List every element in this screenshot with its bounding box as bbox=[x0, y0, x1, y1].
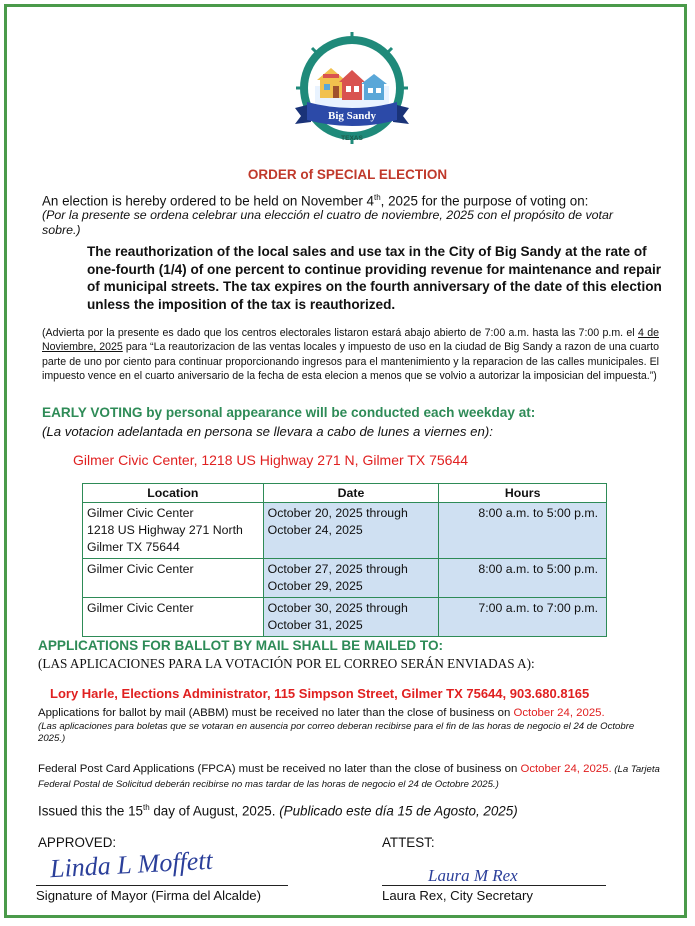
hours-cell: 8:00 a.m. to 5:00 p.m. bbox=[439, 559, 607, 598]
column-header-hours: Hours bbox=[439, 484, 607, 503]
location-cell: Gilmer Civic Center 1218 US Highway 271 North Gilmer TX 75644 bbox=[83, 503, 264, 559]
column-header-date: Date bbox=[263, 484, 439, 503]
mayor-signature: Linda L Moffett bbox=[49, 845, 214, 884]
hours-cell: 8:00 a.m. to 5:00 p.m. bbox=[439, 503, 607, 559]
mail-heading-spanish: (LAS APLICACIONES PARA LA VOTACIÓN POR EL CORREO SERÁN ENVIADAS A): bbox=[38, 656, 535, 671]
logo-banner bbox=[295, 102, 409, 142]
big-sandy-logo bbox=[293, 30, 411, 150]
early-voting-location: Gilmer Civic Center, 1218 US Highway 271 N, Gilmer TX 75644 bbox=[73, 452, 469, 468]
mayor-signature-line bbox=[36, 885, 288, 886]
location-cell: Gilmer Civic Center bbox=[83, 559, 264, 598]
date-cell: October 27, 2025 through October 29, 2025 bbox=[263, 559, 439, 598]
early-voting-heading: EARLY VOTING by personal appearance will be conducted each weekday at: bbox=[42, 405, 536, 420]
date-cell: October 20, 2025 through October 24, 2025 bbox=[263, 503, 439, 559]
early-voting-schedule-table bbox=[82, 483, 607, 637]
abbm-deadline-spanish: (Las aplicaciones para boletas que se votaran en ausencia por correo deberan recibirse para el fin de las horas de negocio el 24 de Octobre 2025.) bbox=[38, 721, 635, 744]
intro-english: An election is hereby ordered to be held on November 4th, 2025 for the purpose of voting on: bbox=[42, 193, 589, 209]
document-title: ORDER of SPECIAL ELECTION bbox=[247, 167, 448, 182]
approved-label: APPROVED: bbox=[38, 835, 117, 850]
intro-spanish: (Por la presente se ordena celebrar una elección el cuatro de noviembre, 2025 con el propósito de votar sobre.) bbox=[42, 208, 614, 237]
mail-heading: APPLICATIONS FOR BALLOT BY MAIL SHALL BE MAILED TO: bbox=[38, 638, 444, 653]
fpca-deadline: Federal Post Card Applications (FPCA) must be received no later than the close of business on October 24, 2025. (La Tarjeta Federal Postal de Solicitud deberán recibirse no mas tardar de las horas de negocio el 24 de Octobre 2025.) bbox=[38, 763, 660, 790]
logo-banner-text: Big Sandy bbox=[328, 110, 376, 122]
elections-administrator-line: Lory Harle, Elections Administrator, 115 Simpson Street, Gilmer TX 75644, 903.680.8165 bbox=[50, 686, 590, 701]
early-voting-spanish: (La votacion adelantada en persona se llevara a cabo de lunes a viernes en): bbox=[42, 424, 493, 439]
column-header-location: Location bbox=[83, 484, 264, 503]
issued-date: Issued this the 15th day of August, 2025. (Publicado este día 15 de Agosto, 2025) bbox=[38, 803, 518, 819]
secretary-caption: Laura Rex, City Secretary bbox=[382, 888, 533, 903]
table-header-row bbox=[83, 484, 607, 503]
abbm-deadline: Applications for ballot by mail (ABBM) must be received no later than the close of business on October 24, 2025. bbox=[38, 707, 605, 719]
secretary-signature: Laura M Rex bbox=[428, 866, 518, 885]
date-cell: October 30, 2025 through October 31, 2025 bbox=[263, 598, 439, 637]
table-row bbox=[83, 559, 607, 598]
table-row bbox=[83, 598, 607, 637]
spanish-notice: (Advierta por la presente es dado que los centros electorales listaron estará abajo abierto de 7:00 a.m. hasta las 7:00 p.m. el 4 de Noviembre, 2025 para “La reautorizacion de las ventas locales y impuesto de uso en la ciudad de Big Sandy a razon de una cuarto parte de uno por ciento para continuar proporcionando ingresos para el mantenimiento y la reparacion de las calles municipales. El impuesto vence en el cuarto aniversario de la fecha de esta elecion a menos que se volvio a autorizar la imposician del impuesta.”) bbox=[42, 327, 659, 383]
location-cell: Gilmer Civic Center bbox=[83, 598, 264, 637]
secretary-signature-line bbox=[382, 885, 606, 886]
attest-label: ATTEST: bbox=[382, 835, 435, 850]
hours-cell: 7:00 a.m. to 7:00 p.m. bbox=[439, 598, 607, 637]
mayor-caption: Signature of Mayor (Firma del Alcalde) bbox=[36, 888, 262, 903]
proposition-text: The reauthorization of the local sales and use tax in the City of Big Sandy at the rate of one-fourth (1/4) of one percent to continue providing revenue for maintenance and repair of municipal streets. The tax expires on the fourth anniversary of the date of this election unless the imposition of the tax is reauthorized. bbox=[87, 244, 662, 312]
table-row bbox=[83, 503, 607, 559]
logo-state-text: TEXAS bbox=[341, 135, 363, 142]
